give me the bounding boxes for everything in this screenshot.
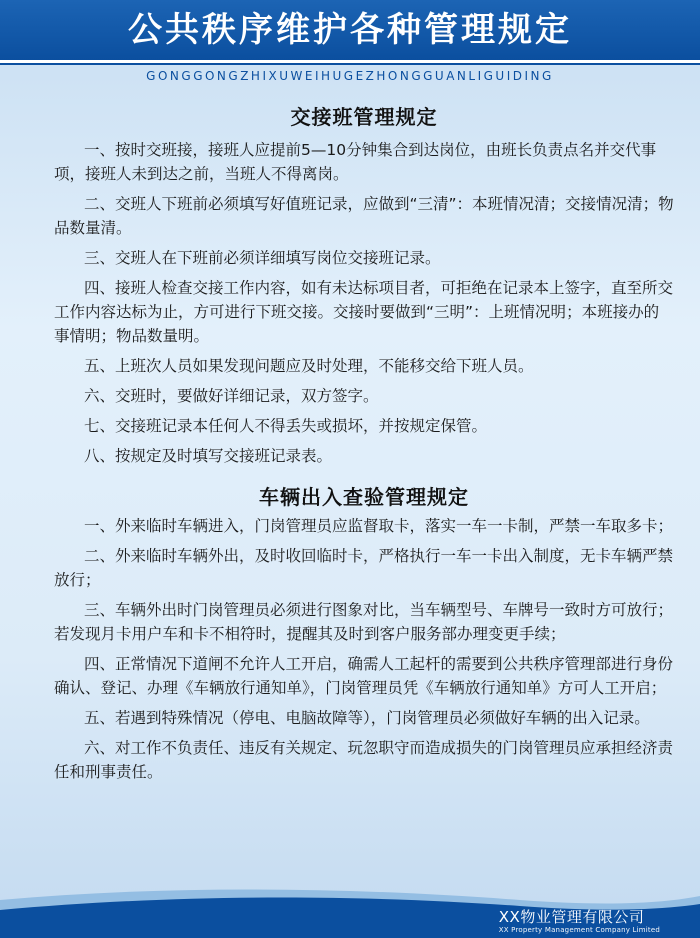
rule-item: 一、按时交班接，接班人应提前5—10分钟集合到达岗位，由班长负责点名并交代事项，接班人未到达之前，当班人不得离岗。 [54, 141, 657, 183]
rule-item: 七、交接班记录本任何人不得丢失或损坏，并按规定保管。 [84, 417, 488, 435]
rule-item: 四、正常情况下道闸不允许人工开启，确需人工起杆的需要到公共秩序管理部进行身份确认、登记、办理《车辆放行通知单》，门岗管理员凭《车辆放行通知单》方可人工开启； [54, 655, 674, 697]
rule-item: 四、接班人检查交接工作内容，如有未达标项目者，可拒绝在记录本上签字，直至所交工作内容达标为止，方可进行下班交接。交接时要做到“三明”：上班情况明；本班接办的事情明；物品数量明。 [54, 279, 674, 345]
rule-item: 五、上班次人员如果发现问题应及时处理，不能移交给下班人员。 [84, 357, 534, 375]
company-name: XX物业管理有限公司 [498, 908, 645, 926]
rule-item: 二、外来临时车辆外出，及时收回临时卡，严格执行一车一卡出入制度，无卡车辆严禁放行； [54, 547, 674, 589]
rule-item: 三、交班人在下班前必须详细填写岗位交接班记录。 [84, 249, 441, 267]
header-divider-line [0, 63, 700, 65]
rule-item: 一、外来临时车辆进入，门岗管理员应监督取卡，落实一车一卡制，严禁一车取多卡； [84, 517, 674, 535]
rule-item: 八、按规定及时填写交接班记录表。 [84, 447, 333, 465]
rule-item: 二、交班人下班前必须填写好值班记录，应做到“三清”：本班情况清；交接情况清；物品数量清。 [54, 195, 674, 237]
rule-item: 六、对工作不负责任、违反有关规定、玩忽职守而造成损失的门岗管理员应承担经济责任和刑事责任。 [54, 739, 674, 781]
document-body [54, 102, 674, 790]
page-title: 公共秩序维护各种管理规定 [128, 10, 572, 50]
company-block [499, 908, 660, 935]
rule-item: 三、车辆外出时门岗管理员必须进行图象对比，当车辆型号、车牌号一致时方可放行；若发现月卡用户车和卡不相符时，提醒其及时到客户服务部办理变更手续； [54, 601, 674, 643]
section-title: 车辆出入查验管理规定 [259, 485, 469, 509]
section-title: 交接班管理规定 [290, 105, 438, 129]
page-subtitle-pinyin: GONGGONGZHIXUWEIHUGEZHONGGUANLIGUIDING [146, 69, 554, 83]
section-vehicle-inspection [54, 482, 674, 784]
header-banner [0, 0, 700, 60]
rule-item: 五、若遇到特殊情况（停电、电脑故障等），门岗管理员必须做好车辆的出入记录。 [84, 709, 650, 727]
section-shift-handover [54, 102, 674, 468]
company-english-name: XX Property Management Company Limited [498, 926, 660, 934]
rule-item: 六、交班时，要做好详细记录，双方签字。 [84, 387, 379, 405]
